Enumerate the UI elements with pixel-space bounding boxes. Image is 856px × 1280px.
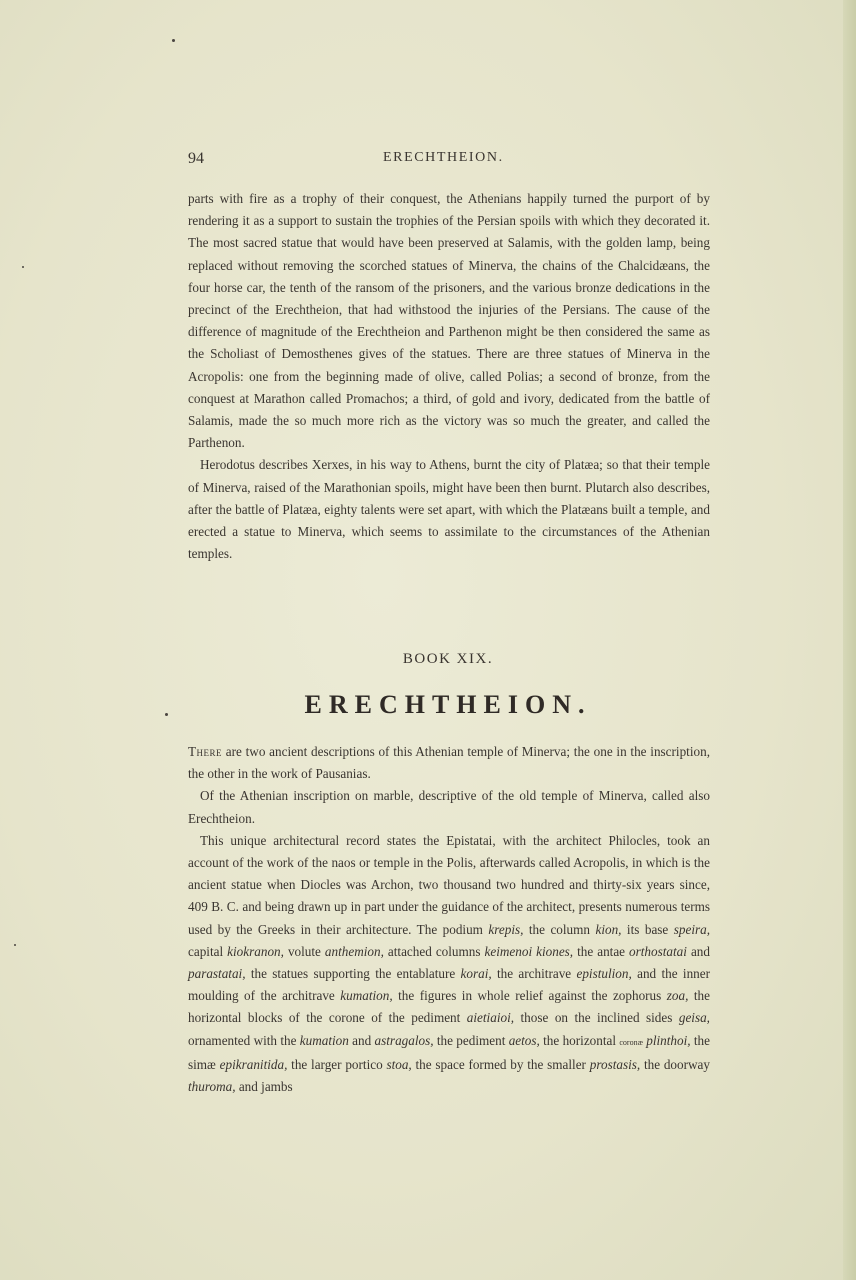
greek-term: plinthoi, (646, 1032, 691, 1048)
paragraph-lead: There (188, 744, 223, 759)
greek-term: keimenoi kiones, (484, 943, 574, 959)
page-header (188, 150, 708, 174)
greek-term: geisa, (678, 1010, 710, 1026)
greek-term: kiokranon, (227, 943, 284, 959)
greek-term: anthemion, (324, 943, 384, 959)
greek-term: kion, (595, 921, 622, 937)
greek-term: parastatai, (188, 966, 246, 982)
greek-term: orthostatai (629, 943, 687, 959)
small-term: coronæ (619, 1037, 643, 1047)
paragraph: parts with fire as a trophy of their conquest, the Athenians happily turned the purport of by rendering it as a support to sustain the trophies of the Persian spoils with which they decorated it. The most sacred statue that would have been preserved at Salamis, with the golden lamp, being replaced without removing the scorched statues of Minerva, the chains of the Chalcidæans, the four horse car, the tenth of the ransom of the prisoners, and the various bronze dedications in the precinct of the Erechtheion, that had withstood the injuries of the Persians. The cause of the difference of magnitude of the Erechtheion and Parthenon might be then considered the same as the Scholiast of Demosthenes gives of the statues. There are three statues of Minerva in the Acropolis: one from the beginning made of olive, called Polias; a second of bronze, from the conquest at Marathon called Promachos; a third, of gold and ivory, dedicated from the battle of Salamis, made the so much more rich as the victory was so much the greater, and called the Parthenon. (188, 191, 710, 451)
book-heading: BOOK XIX. (402, 651, 494, 667)
top-text-block (188, 188, 710, 565)
greek-term: thuroma, (188, 1079, 236, 1095)
margin-speck (22, 266, 24, 268)
paragraph: Of the Athenian inscription on marble, descriptive of the old temple of Minerva, called also Erechtheion. (188, 788, 710, 826)
page-number: 94 (188, 150, 204, 167)
margin-speck (14, 944, 16, 946)
greek-term: kumation (299, 1032, 349, 1048)
greek-term: zoa, (666, 988, 689, 1004)
bottom-text-block (188, 741, 710, 1098)
greek-term: astragalos, (374, 1032, 434, 1048)
greek-term: epistulion, (576, 966, 632, 982)
greek-term: stoa, (386, 1056, 412, 1072)
greek-term: epikranitida, (219, 1056, 288, 1072)
greek-term: kumation, (340, 988, 393, 1004)
greek-term: prostasis, (589, 1056, 641, 1072)
running-head: ERECHTHEION. (383, 150, 504, 165)
paragraph: There are two ancient descriptions of this Athenian temple of Minerva; the one in the inscription, the other in the work of Pausanias. (188, 744, 710, 782)
paragraph: Herodotus describes Xerxes, in his way to Athens, burnt the city of Platæa; so that their temple of Minerva, raised of the Marathonian spoils, might have been then burnt. Plutarch also describes, after the battle of Platæa, eighty talents were set apart, with which the Platæans built a temple, and erected a statue to Minerva, which seems to assimilate to the circumstances of the Athenian temples. (188, 457, 710, 562)
greek-term: korai, (460, 966, 492, 982)
greek-term: aetos, (508, 1032, 540, 1048)
greek-term: aietiaioi, (466, 1010, 515, 1026)
chapter-title: ERECHTHEION. (304, 690, 592, 719)
greek-term: krepis, (488, 921, 524, 937)
margin-speck (172, 39, 175, 42)
page-edge (843, 0, 856, 1280)
paragraph: This unique architectural record states the Epistatai, with the architect Philocles, took an account of the work of the naos or temple in the Polis, afterwards called Acropolis, in which is the ancient statue when Diocles was Archon, two thousand two hundred and thirty-six years since, 409 B. C. and being drawn up in part under the guidance of the architect, presents numerous terms used by the Greeks in their architecture. The podium krepis, the column kion, its base speira, capital kiokranon, volute anthemion, attached columns keimenoi kiones, the antae orthostatai and parastatai, the statues supporting the entablature korai, the architrave epistulion, and the inner moulding of the architrave kumation, the figures in whole relief against the zophorus zoa, the horizontal blocks of the corone of the pediment aietiaioi, those on the inclined sides geisa, ornamented with the kumation and astragalos, the pediment aetos, the horizontal coronæ plinthoi, the simæ epikranitida, the larger portico stoa, the space formed by the smaller prostasis, the doorway thuroma, and jambs (188, 832, 711, 1095)
greek-term: speira, (673, 921, 710, 937)
